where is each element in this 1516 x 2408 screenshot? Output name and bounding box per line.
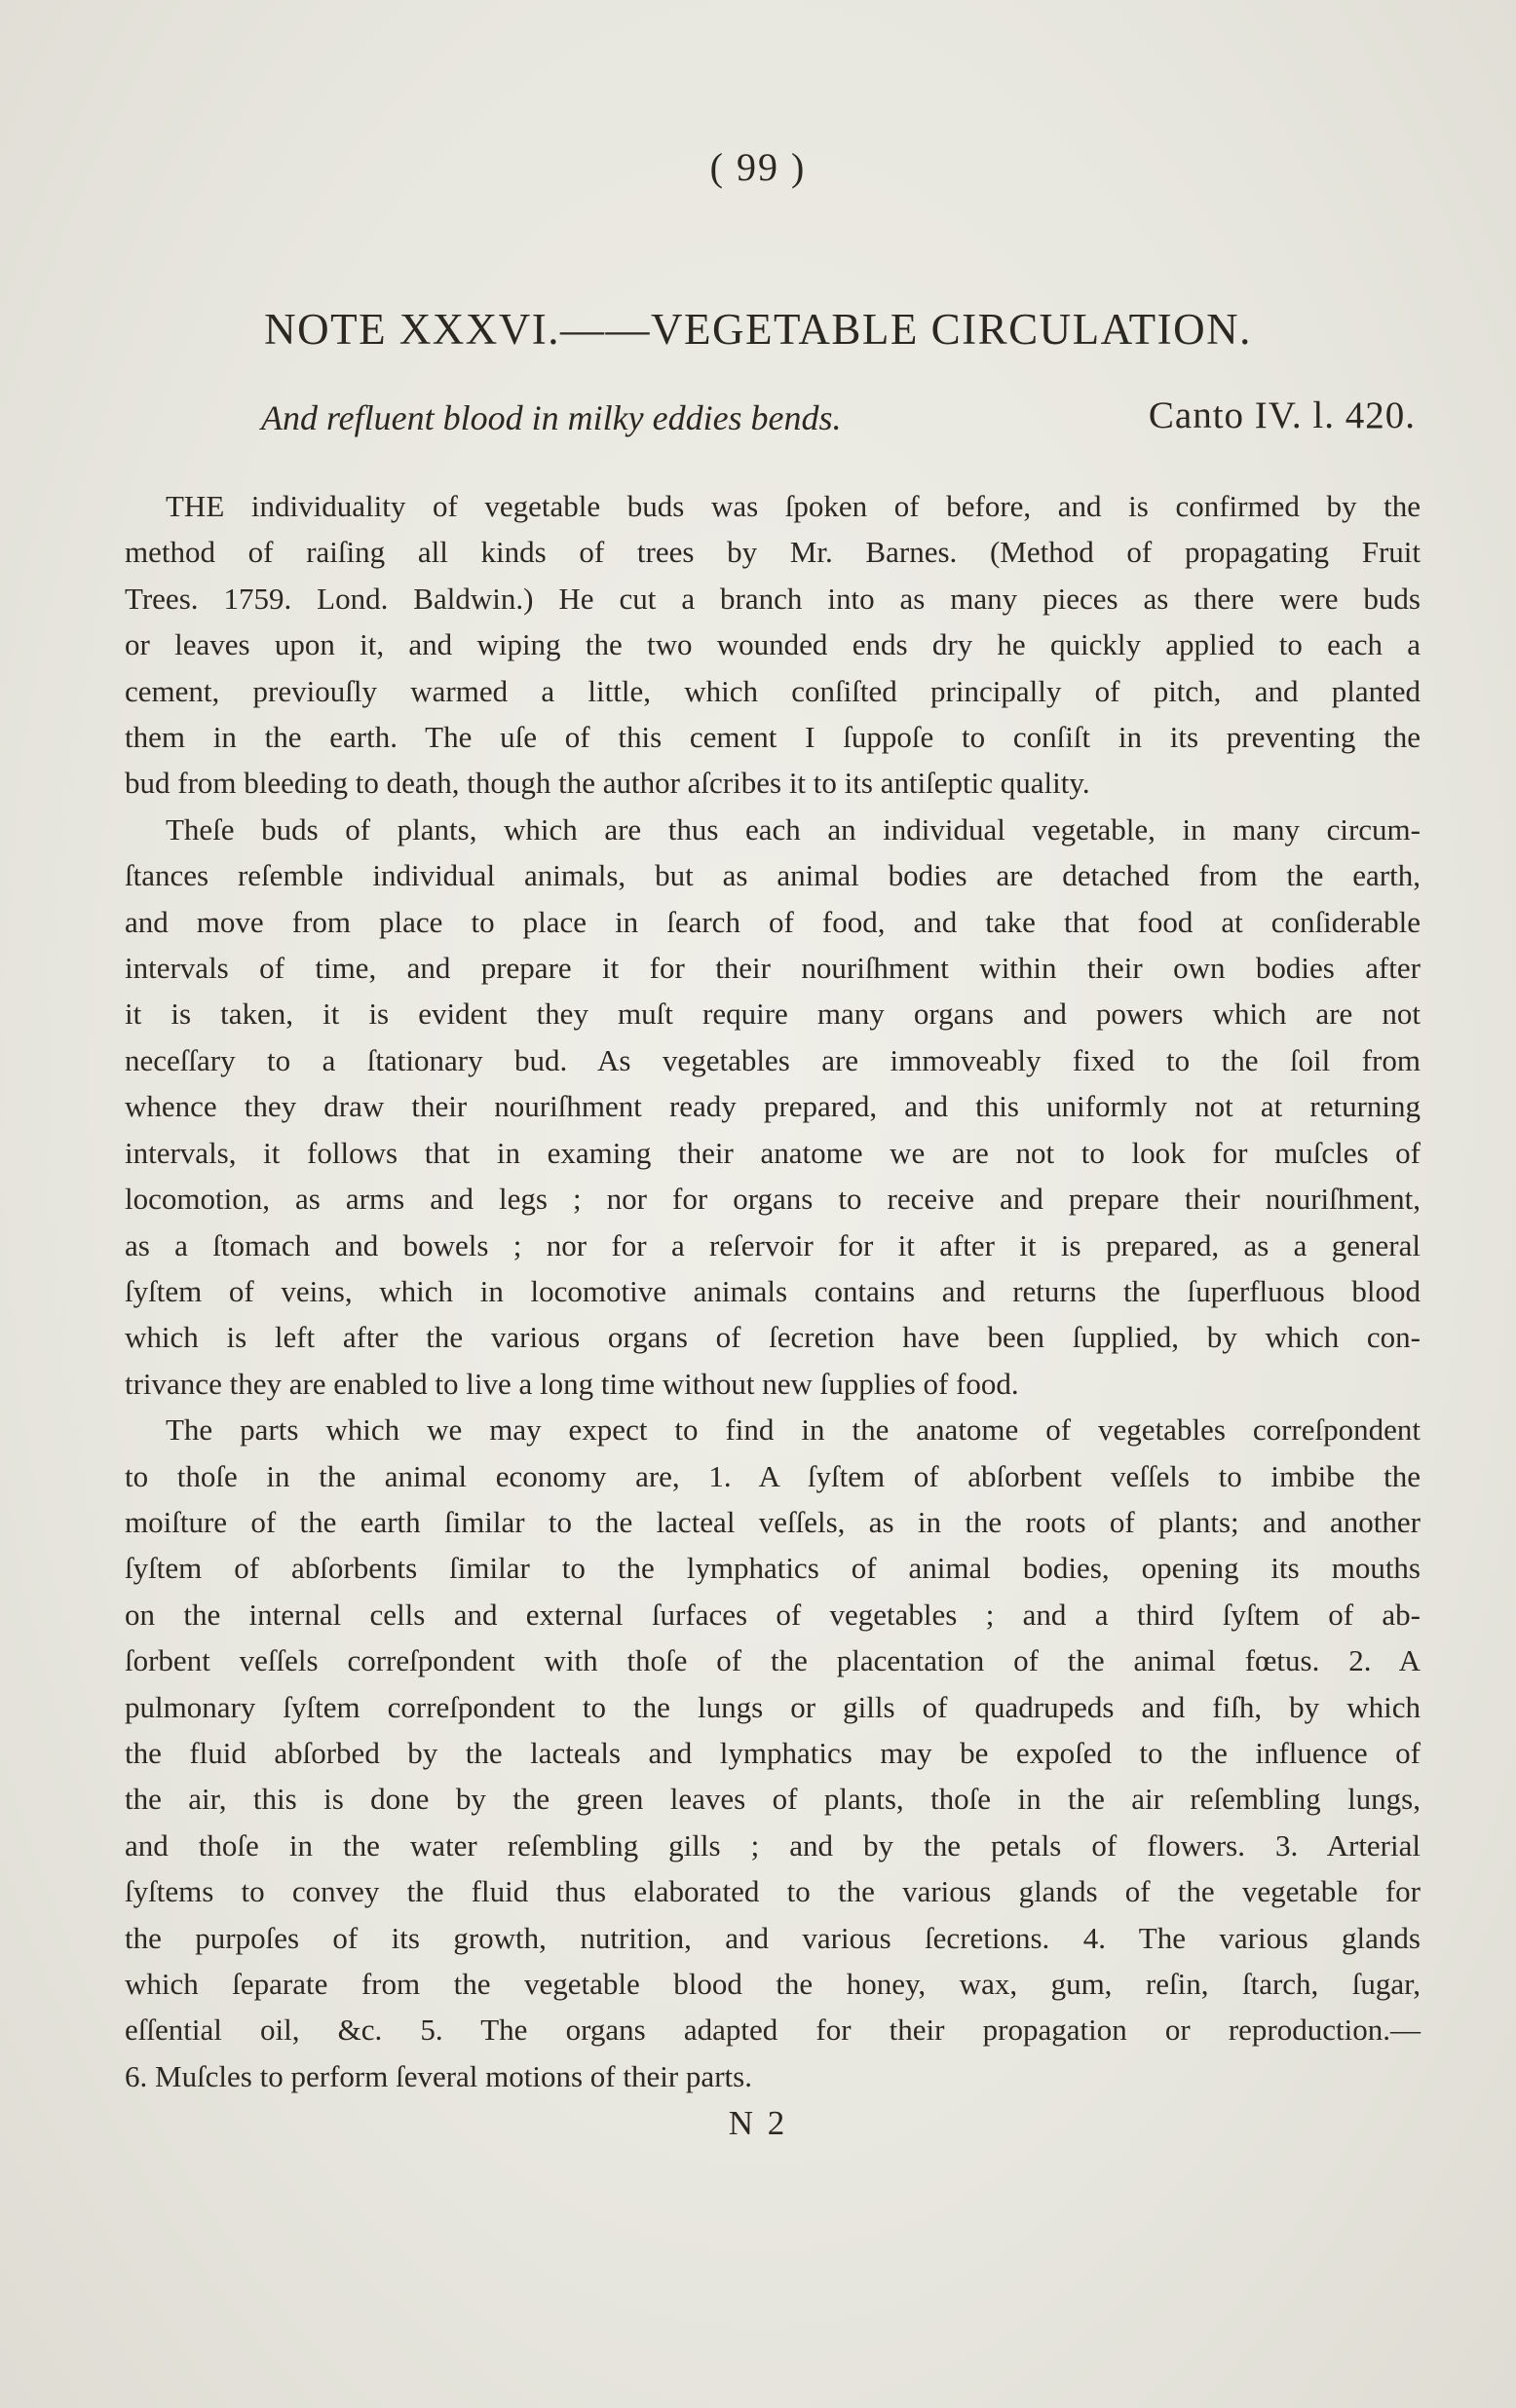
body-text (125, 483, 1421, 2099)
text-line: whence they draw their nouriſhment ready prepared, and this uniformly not at returning (125, 1089, 1421, 1124)
text-line: ſyſtems to convey the fluid thus elaborated to the various glands of the vegetable for (125, 1874, 1421, 1909)
text-line: moiſture of the earth ſimilar to the lacteal veſſels, as in the roots of plants; and another (125, 1504, 1421, 1539)
text-line: ſorbent veſſels correſpondent with thoſe of the placentation of the animal fœtus. 2. A (125, 1643, 1421, 1678)
text-line: ſyſtem of abſorbents ſimilar to the lymphatics of animal bodies, opening its mouths (125, 1551, 1421, 1586)
text-line: intervals of time, and prepare it for their nouriſhment within their own bodies after (125, 951, 1421, 986)
text-line: pulmonary ſyſtem correſpondent to the lungs or gills of quadrupeds and fiſh, by which (125, 1689, 1421, 1724)
text-line: them in the earth. The uſe of this cement I ſuppoſe to conſiſt in its preventing the (125, 720, 1421, 755)
text-line: locomotion, as arms and legs ; nor for organs to receive and prepare their nouriſhment, (125, 1182, 1421, 1217)
text-line: it is taken, it is evident they muſt require many organs and powers which are not (125, 997, 1421, 1032)
text-line: ſyſtem of veins, which in locomotive animals contains and returns the ſuperfluous blood (125, 1273, 1421, 1308)
text-line: cement, previouſly warmed a little, which conſiſted principally of pitch, and planted (125, 673, 1421, 708)
text-line: and thoſe in the water reſembling gills ; and by the petals of flowers. 3. Arterial (125, 1827, 1421, 1862)
text-line: the purpoſes of its growth, nutrition, and various ſecretions. 4. The various glands (125, 1920, 1421, 1955)
canto-reference: Canto IV. l. 420. (1148, 395, 1416, 436)
signature-mark: N 2 (728, 2104, 788, 2142)
text-line: trivance they are enabled to live a long time without new ſupplies of food. (125, 1366, 1019, 1401)
note-title: NOTE XXXVI.——VEGETABLE CIRCULATION. (264, 305, 1252, 354)
text-line: method of raiſing all kinds of trees by Mr. Barnes. (Method of propagating Fruit (125, 535, 1421, 570)
text-line: to thoſe in the animal economy are, 1. A ſyſtem of abſorbent veſſels to imbibe the (125, 1458, 1421, 1493)
text-line: as a ſtomach and bowels ; nor for a reſervoir for it after it is prepared, as a general (125, 1227, 1421, 1262)
text-line: Theſe buds of plants, which are thus each an individual vegetable, in many circum- (166, 811, 1421, 847)
text-line: neceſſary to a ſtationary bud. As vegetables are immoveably fixed to the ſoil from (125, 1042, 1421, 1077)
epigraph-quote: And refluent blood in milky eddies bends. (261, 398, 842, 437)
text-line: bud from bleeding to death, though the author aſcribes it to its antiſeptic quality. (125, 766, 1090, 801)
text-line: ſtances reſemble individual animals, but as animal bodies are detached from the earth, (125, 858, 1421, 893)
text-line: THE individuality of vegetable buds was ſpoken of before, and is confirmed by the (166, 489, 1421, 523)
text-line: and move from place to place in ſearch of food, and take that food at conſiderable (125, 904, 1421, 939)
text-line: on the internal cells and external ſurfaces of vegetables ; and a third ſyſtem of ab- (125, 1597, 1421, 1632)
text-line: intervals, it follows that in examing their anatome we are not to look for muſcles of (125, 1135, 1421, 1170)
text-line: 6. Muſcles to perform ſeveral motions of their parts. (125, 2058, 752, 2093)
text-line: the air, this is done by the green leaves of plants, thoſe in the air reſembling lungs, (125, 1782, 1421, 1817)
text-line: eſſential oil, &c. 5. The organs adapted for their propagation or reproduction.— (125, 2013, 1421, 2048)
page-number: ( 99 ) (709, 145, 807, 189)
text-line: the fluid abſorbed by the lacteals and lymphatics may be expoſed to the influence of (125, 1735, 1421, 1770)
text-line: Trees. 1759. Lond. Baldwin.) He cut a branch into as many pieces as there were buds (125, 581, 1421, 616)
text-line: The parts which we may expect to find in the anatome of vegetables correſpondent (166, 1412, 1421, 1448)
text-line: which is left after the various organs of ſecretion have been ſupplied, by which con- (125, 1320, 1421, 1355)
text-line: or leaves upon it, and wiping the two wounded ends dry he quickly applied to each a (125, 627, 1421, 662)
text-line: which ſeparate from the vegetable blood the honey, wax, gum, reſin, ſtarch, ſugar, (125, 1967, 1421, 2001)
